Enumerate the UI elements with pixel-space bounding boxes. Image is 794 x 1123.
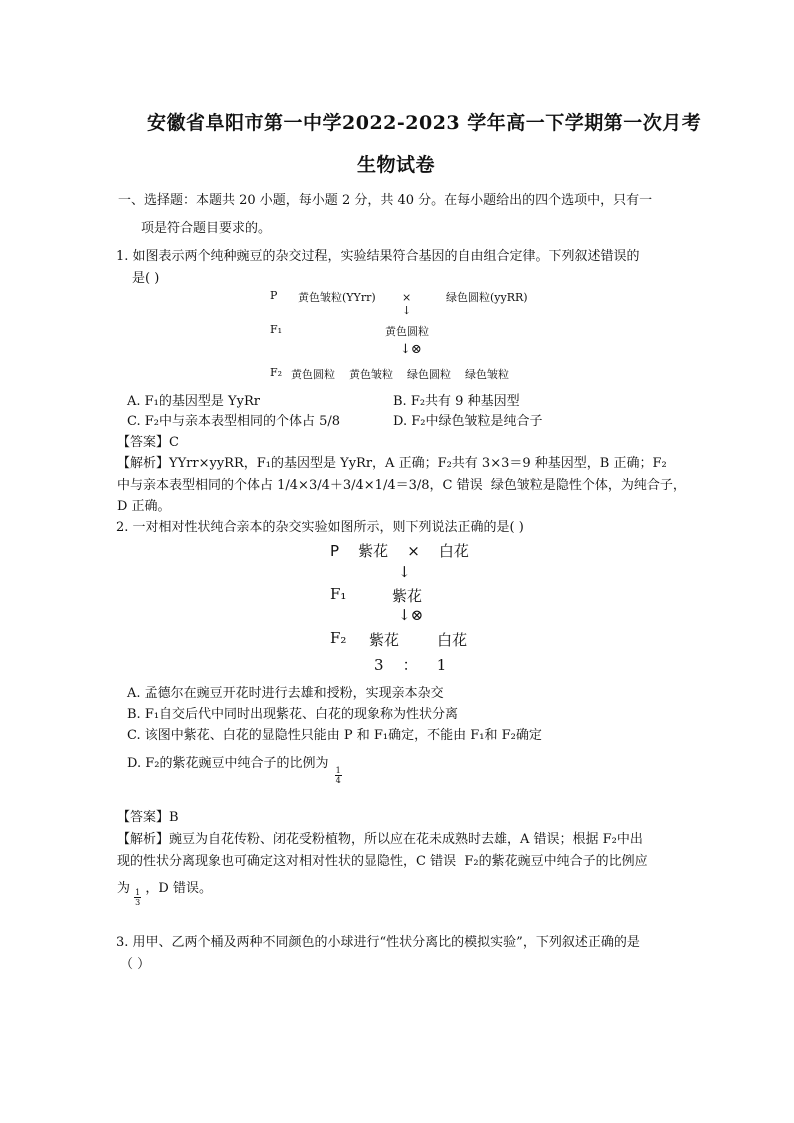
q1-analysis-line1: 【解析】YYrr×yyRR，F₁的基因型是 YyRr，A 正确；F₂共有 3×3＝9 种基因型，B 正确；F₂ (117, 456, 667, 471)
q1-stem: 1. 如图表示两个纯种豌豆的杂交过程，实验结果符合基因的自由组合定律。下列叙述错误的 (116, 249, 640, 264)
section-heading: 一、选择题：本题共 20 小题，每小题 2 分，共 40 分。在每小题给出的四个选项中，只有一 (118, 193, 653, 208)
section-heading-cont: 项是符合题目要求的。 (141, 221, 272, 236)
q1-p-parent1: 黄色皱粒(YYrr) (298, 291, 376, 304)
q2-option-a: A. 孟德尔在豌豆开花时进行去雄和授粉，实现亲本杂交 (127, 686, 444, 701)
q2-option-c: C. 该图中紫花、白花的显隐性只能由 P 和 F₁确定，不能由 F₁和 F₂确定 (127, 728, 542, 743)
q1-option-b: B. F₂共有 9 种基因型 (393, 394, 520, 409)
q2-option-d (127, 752, 342, 785)
q2-analysis-line2: 现的性状分离现象也可确定这对相对性状的显隐性，C 错误 F₂的紫花豌豆中纯合子的比例应 (117, 854, 648, 869)
q2-analysis-line3: 为 $\frac{1}{3}$ ，D 错误。 (117, 881, 212, 907)
q1-selfing-arrow: ↓⊗ (400, 342, 422, 357)
q1-analysis-line2: 中与亲本表型相同的个体占 1/4×3/4＋3/4×1/4＝3/8，C 错误 绿色皱粒是隐性个体，为纯合子， (117, 478, 686, 493)
q1-f1-label: F₁ (270, 323, 283, 336)
q2-option-d-fraction: $\frac{1}{4}$ (335, 766, 341, 785)
q1-f1-value: 黄色圆粒 (385, 325, 429, 338)
q1-option-a: A. F₁的基因型是 YyRr (127, 394, 260, 409)
q2-analysis-fraction: $\frac{1}{3}$ (135, 888, 141, 907)
q1-p-label: P (270, 289, 278, 302)
q2-ratio: 3 ： 1 (374, 656, 447, 674)
q2-stem: 2. 一对相对性状纯合亲本的杂交实验如图所示，则下列说法正确的是( ) (116, 520, 524, 535)
q1-analysis-line3: D 正确。 (117, 499, 171, 514)
q2-f2-label: F₂ (330, 629, 347, 647)
q2-p-row: P 紫花 × 白花 (330, 542, 469, 560)
q3-stem-cont: （ ） (120, 957, 151, 972)
q1-option-d: D. F₂中绿色皱粒是纯合子 (393, 414, 543, 429)
q2-arrow-down: ↓ (398, 563, 411, 581)
q1-p-parent2: 绿色圆粒(yyRR) (446, 291, 528, 304)
q1-option-c: C. F₂中与亲本表型相同的个体占 5/8 (127, 414, 341, 429)
q1-arrow-down: ↓ (402, 304, 412, 317)
page-title: 安徽省阜阳市第一中学2022-2023 学年高一下学期第一次月考 (147, 112, 702, 134)
q1-answer: 【答案】C (117, 435, 179, 450)
q2-selfing-arrow: ↓⊗ (398, 606, 424, 624)
q2-option-d-text: D. F₂的紫花豌豆中纯合子的比例为 (127, 756, 329, 771)
q2-analysis-line1: 【解析】豌豆为自花传粉、闭花受粉植物，所以应在花未成熟时去雄，A 错误；根据 F₂中出 (117, 832, 643, 847)
q1-stem-cont: 是( ) (132, 271, 160, 286)
q2-answer: 【答案】B (117, 810, 179, 825)
page-subtitle: 生物试卷 (357, 154, 436, 176)
q1-f2-label: F₂ (270, 366, 283, 379)
q2-option-b: B. F₁自交后代中同时出现紫花、白花的现象称为性状分离 (127, 707, 459, 722)
q1-f2-values: 黄色圆粒 黄色皱粒 绿色圆粒 绿色皱粒 (291, 368, 509, 381)
q2-f2-values: 紫花 白花 (369, 631, 468, 649)
q1-cross-symbol: × (402, 291, 412, 304)
q2-f1-label: F₁ (330, 585, 347, 603)
q3-stem: 3. 用甲、乙两个桶及两种不同颜色的小球进行“性状分离比的模拟实验”，下列叙述正确的是 (116, 935, 640, 950)
q2-f1-value: 紫花 (392, 587, 423, 605)
